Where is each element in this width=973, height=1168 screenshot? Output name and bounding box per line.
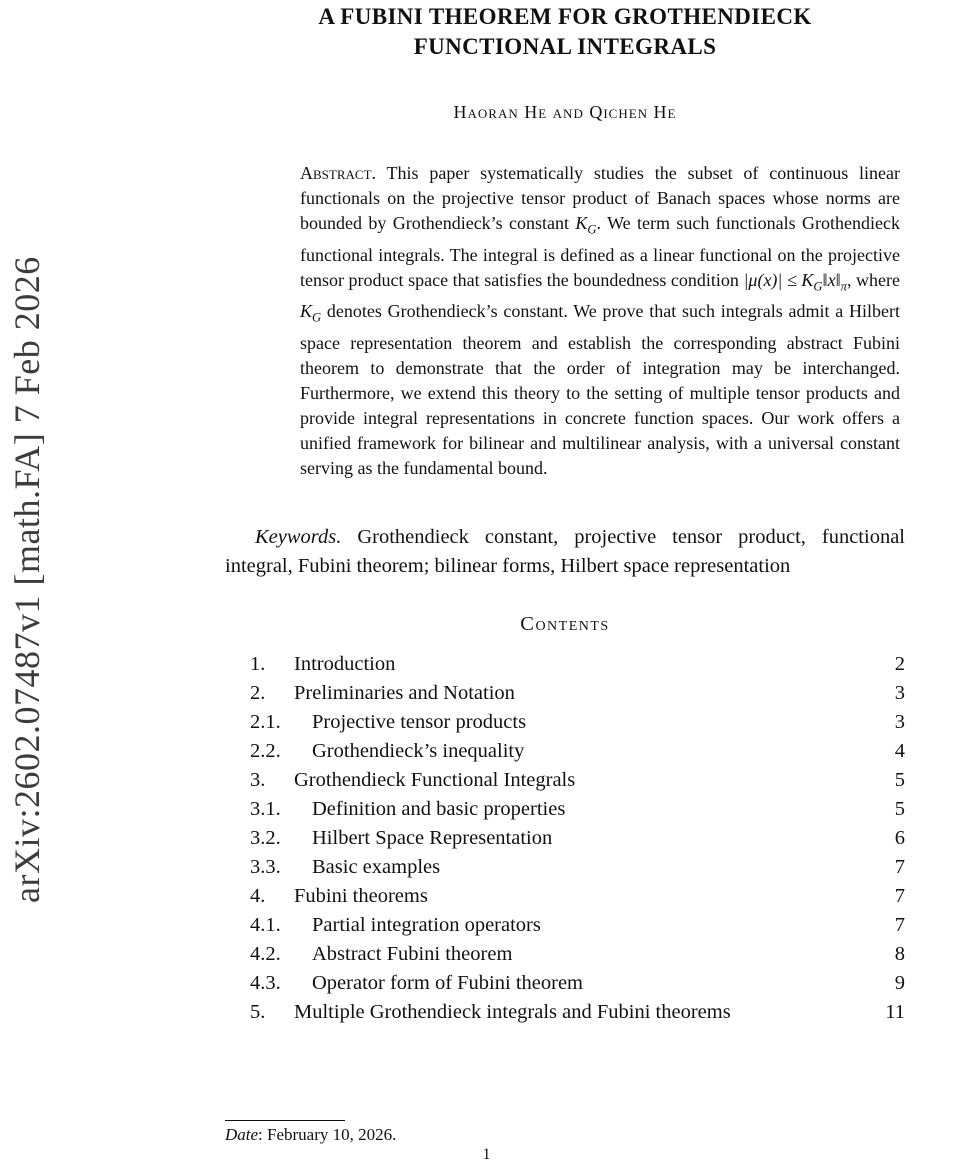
- toc-label: Multiple Grothendieck integrals and Fubini theorems: [294, 1000, 731, 1023]
- toc-entry-multiple-grothendieck-integrals[interactable]: [250, 998, 905, 1027]
- toc-page: 2: [894, 652, 905, 675]
- arxiv-watermark: arXiv:2602.07487v1 [math.FA] 7 Feb 2026: [7, 256, 47, 903]
- toc-label: Grothendieck’s inequality: [312, 739, 525, 762]
- toc-page: 5: [894, 797, 905, 820]
- abstract-label: Abstract.: [300, 163, 377, 183]
- abstract-seg1: This paper systematically studies the subset of continuous linear functionals on the projective tensor product of Banach spaces whose norms are bounded by Grothendieck’s constant: [300, 163, 900, 233]
- toc-number: 4.1.: [250, 913, 281, 936]
- toc-entry-operator-form-fubini[interactable]: [250, 969, 905, 998]
- abstract-seg3: , where: [846, 269, 900, 290]
- toc-page: 6: [894, 826, 905, 849]
- toc-number: 5.: [250, 1000, 266, 1023]
- toc-label: Preliminaries and Notation: [294, 681, 515, 704]
- toc-number: 2.: [250, 681, 266, 704]
- toc-entry-basic-examples[interactable]: [250, 853, 905, 882]
- toc-entry-abstract-fubini-theorem[interactable]: [250, 940, 905, 969]
- toc-page: 4: [894, 739, 905, 762]
- kg-subscript: G: [312, 310, 322, 325]
- toc-label: Fubini theorems: [294, 884, 428, 907]
- toc-number: 3.2.: [250, 826, 281, 849]
- toc-page: 7: [894, 855, 905, 878]
- toc-entry-grothendieck-inequality[interactable]: [250, 737, 905, 766]
- projective-norm: ‖x‖: [822, 269, 841, 290]
- kg-constant: K: [300, 301, 313, 322]
- toc-number: 4.: [250, 884, 266, 907]
- toc-number: 4.3.: [250, 971, 281, 994]
- kg-constant: K: [575, 213, 588, 233]
- toc-entry-definition-basic-properties[interactable]: [250, 795, 905, 824]
- paper-title: [225, 2, 905, 62]
- toc-label: Hilbert Space Representation: [312, 826, 553, 849]
- boundedness-inequality: |μ(x)| ≤: [743, 269, 802, 290]
- toc-label: Basic examples: [312, 855, 441, 878]
- toc-label: Abstract Fubini theorem: [312, 942, 513, 965]
- toc-label: Partial integration operators: [312, 913, 541, 936]
- keywords-text: Grothendieck constant, projective tensor product, functional integral, Fubini theorem; bilinear forms, Hilbert space representation: [225, 525, 905, 577]
- toc-label: Definition and basic properties: [312, 797, 566, 820]
- toc-entry-partial-integration-operators[interactable]: [250, 911, 905, 940]
- toc-page: 5: [894, 768, 905, 791]
- date-footnote: [225, 1120, 905, 1145]
- abstract-seg2: . We term such functionals Grothendieck functional integrals. The integral is defined as a linear functional on the projective tensor product space that satisfies the boundedness condition: [300, 213, 900, 290]
- authors-line: Haoran He and Qichen He: [453, 102, 677, 122]
- keywords-paragraph: [225, 523, 905, 581]
- keywords-label: Keywords.: [255, 525, 342, 548]
- toc-page: 7: [894, 913, 905, 936]
- toc-number: 2.2.: [250, 739, 281, 762]
- date-text: : February 10, 2026.: [258, 1125, 397, 1144]
- toc-entry-hilbert-space-representation[interactable]: [250, 824, 905, 853]
- toc-page: 7: [894, 884, 905, 907]
- toc-number: 3.3.: [250, 855, 281, 878]
- toc-label: Introduction: [294, 652, 396, 675]
- kg-constant: K: [801, 269, 814, 290]
- toc-label: Projective tensor products: [312, 710, 527, 733]
- toc-page: 9: [894, 971, 905, 994]
- toc-number: 4.2.: [250, 942, 281, 965]
- page-body: [225, 0, 905, 1027]
- toc-page: 3: [894, 710, 905, 733]
- abstract-paragraph: [300, 161, 900, 481]
- kg-subscript: G: [587, 222, 597, 237]
- toc-entry-introduction[interactable]: [250, 650, 905, 679]
- toc-number: 3.1.: [250, 797, 281, 820]
- toc-entry-fubini-theorems[interactable]: [250, 882, 905, 911]
- toc-number: 2.1.: [250, 710, 281, 733]
- toc-page: 3: [894, 681, 905, 704]
- kg-subscript: G: [813, 279, 823, 294]
- toc-label: Operator form of Fubini theorem: [312, 971, 583, 994]
- table-of-contents: [250, 650, 905, 1027]
- toc-entry-preliminaries[interactable]: [250, 679, 905, 708]
- paper-title-line2: FUNCTIONAL INTEGRALS: [413, 34, 717, 59]
- date-label: Date: [225, 1125, 259, 1144]
- abstract-seg4: denotes Grothendieck’s constant. We prove that such integrals admit a Hilbert space representation theorem and establish the corresponding abstract Fubini theorem to demonstrate that the order of integration may be interchanged. Furthermore, we extend this theory to the setting of multiple tensor products and provide integral representations in concrete function spaces. Our work offers a unified framework for bilinear and multilinear analysis, with a universal constant serving as the fundamental bound.: [300, 301, 900, 478]
- toc-label: Grothendieck Functional Integrals: [294, 768, 576, 791]
- toc-page: 8: [894, 942, 905, 965]
- footnote-rule: [225, 1120, 345, 1121]
- toc-number: 3.: [250, 768, 266, 791]
- paper-title-line1: A FUBINI THEOREM FOR GROTHENDIECK: [318, 4, 812, 29]
- page-number: 1: [482, 1146, 491, 1163]
- toc-entry-grothendieck-functional-integrals[interactable]: [250, 766, 905, 795]
- toc-entry-projective-tensor-products[interactable]: [250, 708, 905, 737]
- toc-number: 1.: [250, 652, 266, 675]
- pi-subscript: π: [840, 279, 847, 294]
- toc-page: 11: [885, 1000, 905, 1023]
- contents-heading: Contents: [520, 612, 610, 635]
